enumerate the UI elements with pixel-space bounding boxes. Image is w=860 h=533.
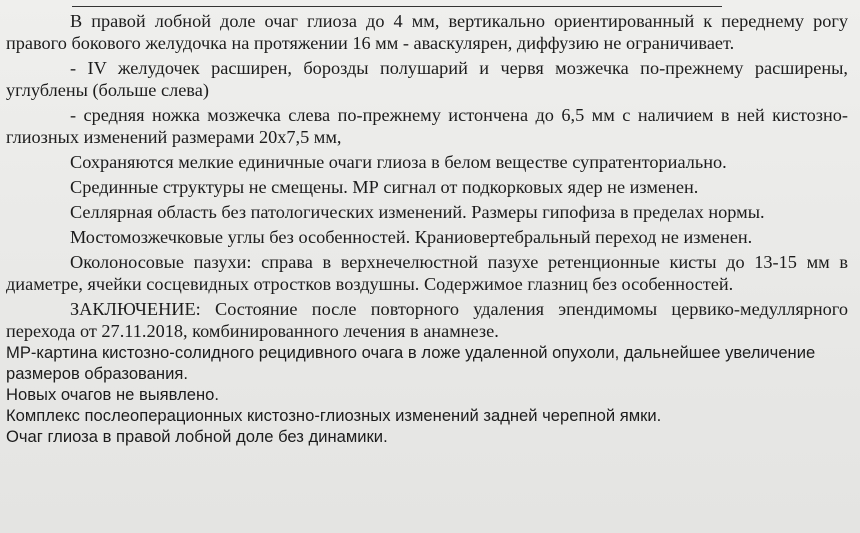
report-text bbox=[6, 10, 848, 447]
paragraph-sellar-region: Селлярная область без патологических изменений. Размеры гипофиза в пределах нормы. bbox=[70, 202, 765, 222]
paragraph-midline-structures: Срединные структуры не смещены. МР сигнал от подкорковых ядер не изменен. bbox=[70, 177, 699, 197]
paragraph-cerebellopontine-angles: Мостомозжечковые углы без особенностей. Краниовертебральный переход не изменен. bbox=[70, 227, 753, 247]
conclusion-line-frontal-gliosis: Очаг глиоза в правой лобной доле без динамики. bbox=[6, 427, 388, 446]
paragraph-gliosis-foci: Сохраняются мелкие единичные очаги глиоза в белом веществе супратенториально. bbox=[70, 152, 727, 172]
paragraph-cerebellar-peduncle: - средняя ножка мозжечка слева по-прежнему истончена до 6,5 мм с наличием в ней кистозно-глиозных изменений размерами 20х7,5 мм, bbox=[6, 105, 848, 147]
paragraph-frontal-lobe: В правой лобной доле очаг глиоза до 4 мм, вертикально ориентированный к переднему рогу правого бокового желудочка на протяжении 16 мм - аваскулярен, диффузию не ограничивает. bbox=[6, 11, 848, 53]
conclusion-line-mr-picture: МР-картина кистозно-солидного рецидивного очага в ложе удаленной опухоли, дальнейшее увеличение размеров образования. bbox=[6, 343, 816, 383]
conclusion-line-no-new-foci: Новых очагов не выявлено. bbox=[6, 385, 220, 404]
top-rule bbox=[72, 6, 722, 7]
paragraph-paranasal-sinuses: Околоносовые пазухи: справа в верхнечелюстной пазухе ретенционные кисты до 13-15 мм в диаметре, ячейки сосцевидных отростков воздушны. Содержимое глазниц без особенностей. bbox=[6, 252, 848, 294]
paragraph-fourth-ventricle: - IV желудочек расширен, борозды полушарий и червя мозжечка по-прежнему расширены, углублены (больше слева) bbox=[6, 58, 848, 100]
conclusion-line-postoperative-changes: Комплекс послеоперационных кистозно-глиозных изменений задней черепной ямки. bbox=[6, 406, 662, 425]
paragraph-conclusion-heading: ЗАКЛЮЧЕНИЕ: Состояние после повторного удаления эпендимомы цервико-медуллярного перехода от 27.11.2018, комбинированного лечения в анамнезе. bbox=[6, 299, 848, 341]
